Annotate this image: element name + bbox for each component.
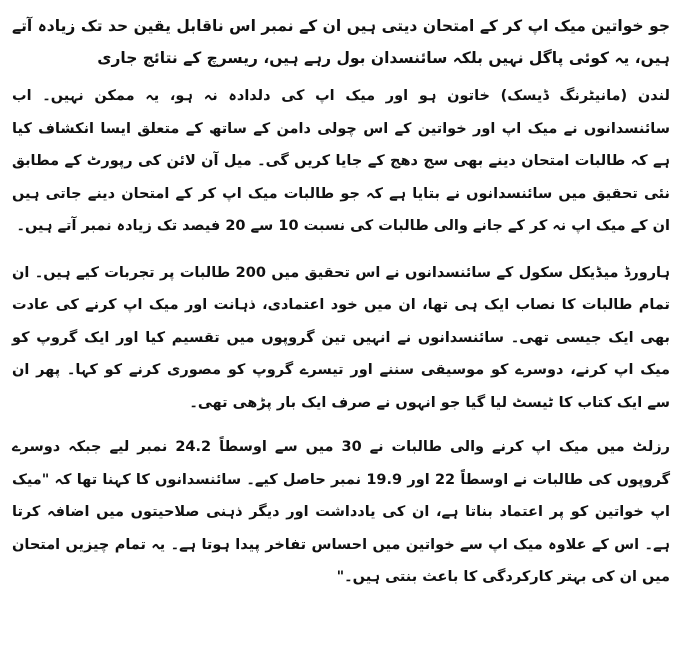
- article-paragraph-method: ہارورڈ میڈیکل سکول کے سائنسدانوں نے اس تحقیق میں 200 طالبات پر تجربات کیے ہیں۔ ان تمام طالبات کا نصاب ایک ہی تھا، ان میں خود اعتمادی، ذہانت اور میک اپ کرنے کی عادت بھی ایک جیسی تھی۔ سائنسدانوں نے انہیں تین گروپوں میں تقسیم کیا اور ایک گروپ کو میک اپ کرنے، دوسرے کو موسیقی سننے اور تیسرے گروپ کو مصوری کرنے کو کہا۔ پھر ان سے ایک کتاب کا ٹیسٹ لیا گیا جو انہوں نے صرف ایک بار پڑھی تھی۔: [12, 264, 670, 411]
- article-paragraph-intro: لندن (مانیٹرنگ ڈیسک) خاتون ہو اور میک اپ کی دلدادہ نہ ہو، یہ ممکن نہیں۔ اب سائنسدانوں نے میک اپ اور خواتین کے اس چولی دامن کے ساتھ کے متعلق ایسا انکشاف کیا ہے کہ طالبات امتحان دینے بھی سج دھج کے جایا کریں گی۔ میل آن لائن کی رپورٹ کے مطابق نئی تحقیق میں سائنسدانوں نے بتایا ہے کہ جو طالبات میک اپ کر کے امتحان دینے جاتی ہیں ان کے میک اپ نہ کر کے جانے والی طالبات کی نسبت 10 سے 20 فیصد تک زیادہ نمبر آتے ہیں۔: [12, 88, 670, 234]
- article-paragraph-results: رزلٹ میں میک اپ کرنے والی طالبات نے 30 میں سے اوسطاً 24.2 نمبر لیے جبکہ دوسرے گروپوں کی طالبات نے اوسطاً 22 اور 19.9 نمبر حاصل کیے۔ سائنسدانوں کا کہنا تھا کہ "میک اپ خواتین کو پر اعتماد بناتا ہے، ان کی یادداشت اور دیگر ذہنی صلاحیتوں میں اضافہ کرتا ہے۔ اس کے علاوہ میک اپ سے خواتین میں احساس تفاخر پیدا ہوتا ہے۔ یہ تمام چیزیں امتحان میں ان کی بہتر کارکردگی کا باعث بنتی ہیں۔": [12, 439, 671, 585]
- article-headline: جو خواتین میک اپ کر کے امتحان دیتی ہیں ان کے نمبر اس ناقابل یقین حد تک زیادہ آتے ہیں، یہ کوئی پاگل نہیں بلکہ سائنسدان بول رہے ہیں، ریسرچ کے نتائج جاری: [12, 17, 670, 67]
